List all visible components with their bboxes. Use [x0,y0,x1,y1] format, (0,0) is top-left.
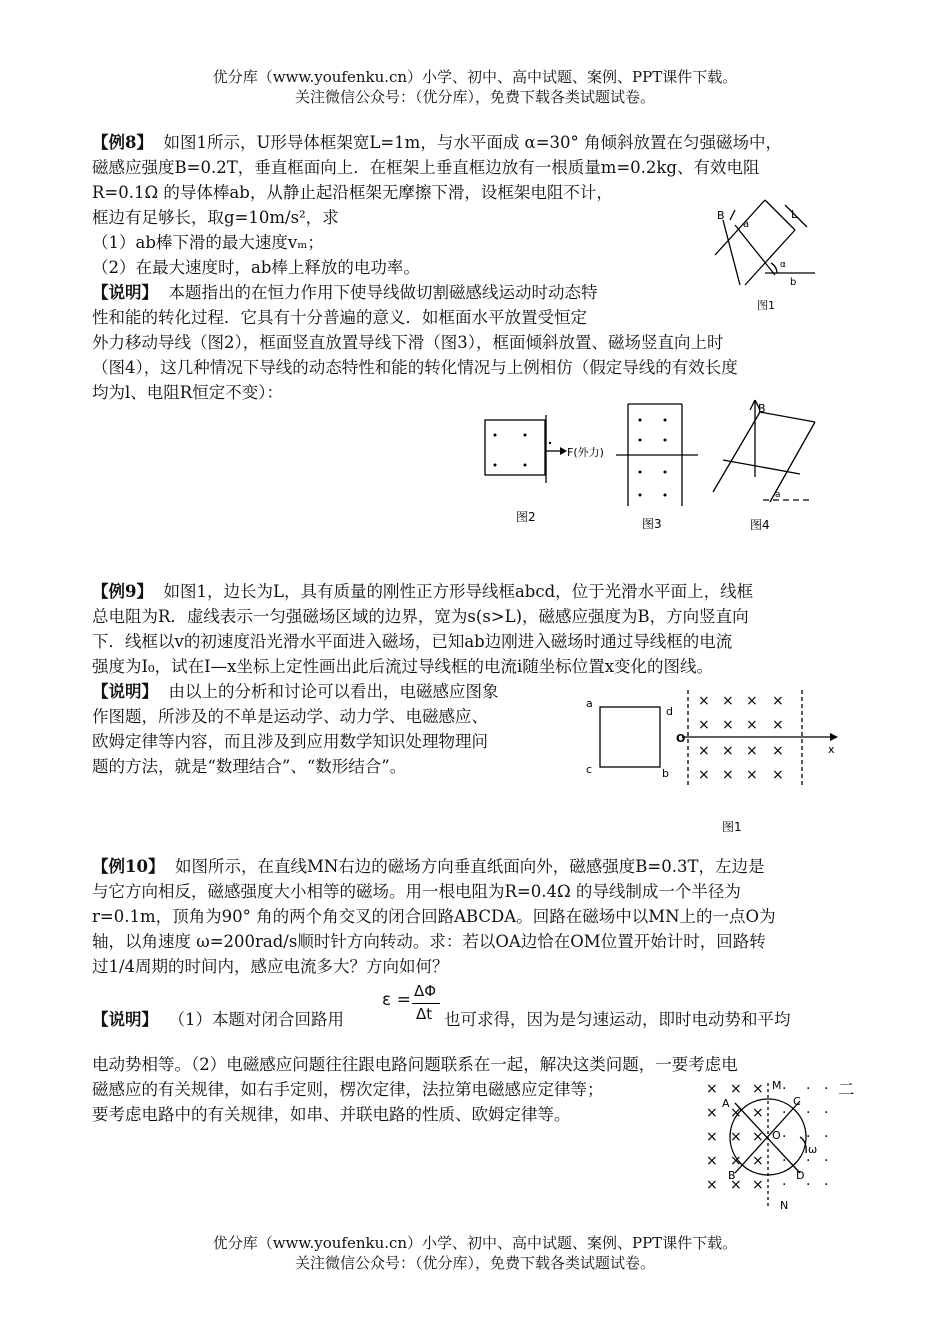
fig1-label-b: b [790,277,797,288]
ex10-label-D: D [796,1169,805,1182]
field-cross-icon: × [746,717,758,733]
fig4-label-B: B [758,402,766,415]
field-cross-icon: × [772,693,784,709]
ex8-note-line-5: 均为l、电阻R恒定不变）： [92,383,283,402]
field-dot-icon: · [806,1105,811,1121]
ex10-fraction-denominator: Δt [416,1005,433,1023]
fig1-label-B: B [717,209,725,222]
ex8-line-1 [92,131,782,156]
ex10-note-line-4: 要考虑电路中的有关规律，如串、并联电路的性质、欧姆定律等。 [92,1105,571,1124]
ex10-text-1: 如图所示，在直线MN右边的磁场方向垂直纸面向外，磁感强度B=0.3T，左边是 [174,857,765,876]
ex9-note-line-2: 作图题，所涉及的不单是运动学、动力学、电磁感应、 [92,707,488,726]
field-dot-icon: · [782,1129,787,1145]
field-cross-icon: × [752,1129,764,1145]
ex10-line-5: 过1/4周期的时间内，感应电流多大？方向如何？ [92,957,449,976]
ex9-note-tag: 【说明】 [92,682,158,701]
field-cross-icon: × [746,693,758,709]
ex10-note-line-1b: 也可求得，因为是匀速运动，即时电动势和平均 [444,1010,791,1029]
field-cross-icon: × [772,743,784,759]
ex10-label-C: C [793,1095,801,1108]
ex8-note-text-1: 本题指出的在恒力作用下使导线做切割磁感线运动时动态特 [168,283,598,302]
ex8-note-line-4: （图4），这几种情况下导线的动态特性和能的转化情况与上例相仿（假定导线的有效长度 [92,358,738,377]
field-dot-icon: · [782,1153,787,1169]
ex10-label-M: M [772,1079,782,1092]
fig1-label-alpha: α [780,260,786,270]
field-cross-icon: × [746,767,758,783]
ex10-note-line-2: 电动势相等。（2）电磁感应问题往往跟电路问题联系在一起，解决这类问题，一要考虑电 [92,1055,738,1074]
field-dot-icon: · [782,1081,787,1097]
field-cross-icon: × [722,693,734,709]
field-dot-icon: · [824,1129,829,1145]
field-cross-icon: × [698,743,710,759]
ex9-label-o: O [676,732,686,745]
ex9-line-2: 总电阻为R．虚线表示一匀强磁场区域的边界，宽为s(s>L)，磁感应强度为B，方向竖直向 [92,607,749,626]
ex10-figure [700,1075,840,1215]
ex10-tag: 【例10】 [92,857,165,876]
ex8-note-tag: 【说明】 [92,283,158,302]
fig4-label-alpha: a [775,490,781,500]
ex9-label-d: d [666,705,673,718]
ex10-label-omega: ω [808,1143,818,1156]
fig2-caption: 图2 [516,510,536,524]
field-cross-icon: × [722,767,734,783]
ex9-note-line-1 [92,680,499,705]
ex8-line-3: R=0.1Ω 的导体棒ab，从静止起沿框架无摩擦下滑，设框架电阻不计， [92,183,613,202]
field-dot-icon: · [806,1129,811,1145]
field-cross-icon: × [772,767,784,783]
field-cross-icon: × [730,1129,742,1145]
fig2-force-label: F(外力) [567,446,604,459]
field-cross-icon: × [730,1081,742,1097]
field-cross-icon: × [730,1177,742,1193]
field-cross-icon: × [722,717,734,733]
ex10-line-1 [92,855,765,880]
field-cross-icon: × [706,1105,718,1121]
field-cross-icon: × [730,1105,742,1121]
ex8-question-1: （1）ab棒下滑的最大速度vₘ； [92,233,324,252]
field-cross-icon: × [752,1177,764,1193]
ex9-line-3: 下．线框以v的初速度沿光滑水平面进入磁场，已知ab边刚进入磁场时通过导线框的电流 [92,632,733,651]
field-dot-icon: · [824,1177,829,1193]
ex9-line-1 [92,580,753,605]
field-dot-icon: · [806,1081,811,1097]
ex8-question-2: （2）在最大速度时，ab棒上释放的电功率。 [92,258,420,277]
field-cross-icon: × [706,1153,718,1169]
ex9-note-line-4: 题的方法，就是“数理结合”、“数形结合”。 [92,757,407,776]
fig1-caption: 图1 [757,299,775,312]
ex8-figure-1 [705,185,825,320]
fig1-label-a: a [743,219,750,230]
ex10-fraction-numerator: ΔΦ [414,982,437,1000]
footer-line-2: 关注微信公众号：（优分库），免费下载各类试题试卷。 [294,1254,655,1272]
ex10-label-B: B [728,1169,736,1182]
ex10-note-line-3: 磁感应的有关规律，如右手定则，楞次定律，法拉第电磁感应定律等； [92,1080,604,1099]
ex8-note-line-1 [92,281,598,306]
ex9-label-c: c [586,763,593,776]
fig3-caption: 图3 [642,517,662,531]
ex9-label-b: b [662,767,669,780]
ex8-figure-2 [480,415,605,535]
fig1-label-L: L [791,208,798,221]
ex10-eps: ε = [382,990,411,1010]
fig2-arrow-icon [560,447,567,455]
ex10-note-tag: 【说明】 [92,1010,158,1029]
field-cross-icon: × [706,1177,718,1193]
field-cross-icon: × [730,1153,742,1169]
field-dot-icon: · [824,1105,829,1121]
ex10-label-A: A [722,1097,730,1110]
field-dot-icon: · [824,1153,829,1169]
ex9-caption: 图1 [722,820,742,834]
field-cross-icon: × [752,1081,764,1097]
field-cross-icon: × [746,743,758,759]
field-cross-icon: × [698,767,710,783]
ex10-line-2: 与它方向相反，磁感强度大小相等的磁场。用一根电阻为R=0.4Ω 的导线制成一个半径为 [92,882,741,901]
ex9-line-4: 强度为I₀，试在I—x坐标上定性画出此后流过导线框的电流i随坐标位置x变化的图线。 [92,657,714,676]
ex9-text-1: 如图1，边长为L，具有质量的刚性正方形导线框abcd，位于光滑水平面上，线框 [163,582,754,601]
ex10-note-line-1a [92,1008,344,1033]
ex8-line-4: 框边有足够长，取g=10m/s²，求 [92,208,339,227]
ex8-tag: 【例8】 [92,133,153,152]
ex8-line-2: 磁感应强度B=0.2T，垂直框面向上．在框架上垂直框边放有一根质量m=0.2kg、有效电阻 [92,158,760,177]
fig4-caption: 图4 [750,518,770,532]
ex9-tag: 【例9】 [92,582,153,601]
ex8-figure-3 [610,400,705,535]
ex8-text-1: 如图1所示，U形导体框架宽L=1m，与水平面成 α=30° 角倾斜放置在匀强磁场中， [163,133,783,152]
ex8-figure-4 [705,392,830,537]
field-cross-icon: × [698,717,710,733]
field-dot-icon: · [782,1177,787,1193]
field-cross-icon: × [752,1153,764,1169]
ex10-note-line-3b: 二 [838,1080,855,1099]
field-dot-icon: · [824,1081,829,1097]
header-line-1: 优分库（www.youfenku.cn）小学、初中、高中试题、案例、PPT课件下载。 [212,68,738,86]
ex10-label-O: O [772,1129,781,1142]
header-line-2: 关注微信公众号：（优分库），免费下载各类试题试卷。 [294,88,655,106]
field-dot-icon: · [782,1105,787,1121]
ex10-line-4: 轴，以角速度 ω=200rad/s顺时针方向转动。求：若以OA边恰在OM位置开始计时，回路转 [92,932,766,951]
ex9-figure [580,685,850,835]
field-dot-icon: · [806,1177,811,1193]
field-dot-icon: · [806,1153,811,1169]
ex9-x-arrow-icon [830,733,838,741]
field-cross-icon: × [706,1129,718,1145]
ex9-note-line-3: 欧姆定律等内容，而且涉及到应用数学知识处理物理问 [92,732,488,751]
ex9-label-x: x [828,743,835,756]
field-cross-icon: × [722,743,734,759]
ex9-note-text-1: 由以上的分析和讨论可以看出，电磁感应图象 [168,682,499,701]
footer-line-1: 优分库（www.youfenku.cn）小学、初中、高中试题、案例、PPT课件下载。 [212,1234,738,1252]
ex10-note-text-1a: （1）本题对闭合回路用 [168,1010,344,1029]
field-cross-icon: × [772,717,784,733]
ex10-label-N: N [780,1199,789,1212]
ex8-note-line-2: 性和能的转化过程．它具有十分普遍的意义．如框面水平放置受恒定 [92,308,587,327]
ex9-label-a: a [586,697,593,710]
ex10-fraction-bar [412,1003,440,1004]
ex10-line-3: r=0.1m，顶角为90° 角的两个角交叉的闭合回路ABCDA。回路在磁场中以MN上的一点O为 [92,907,776,926]
ex8-note-line-3: 外力移动导线（图2），框面竖直放置导线下滑（图3），框面倾斜放置、磁场竖直向上时 [92,333,724,352]
field-cross-icon: × [698,693,710,709]
field-cross-icon: × [706,1081,718,1097]
field-cross-icon: × [752,1105,764,1121]
